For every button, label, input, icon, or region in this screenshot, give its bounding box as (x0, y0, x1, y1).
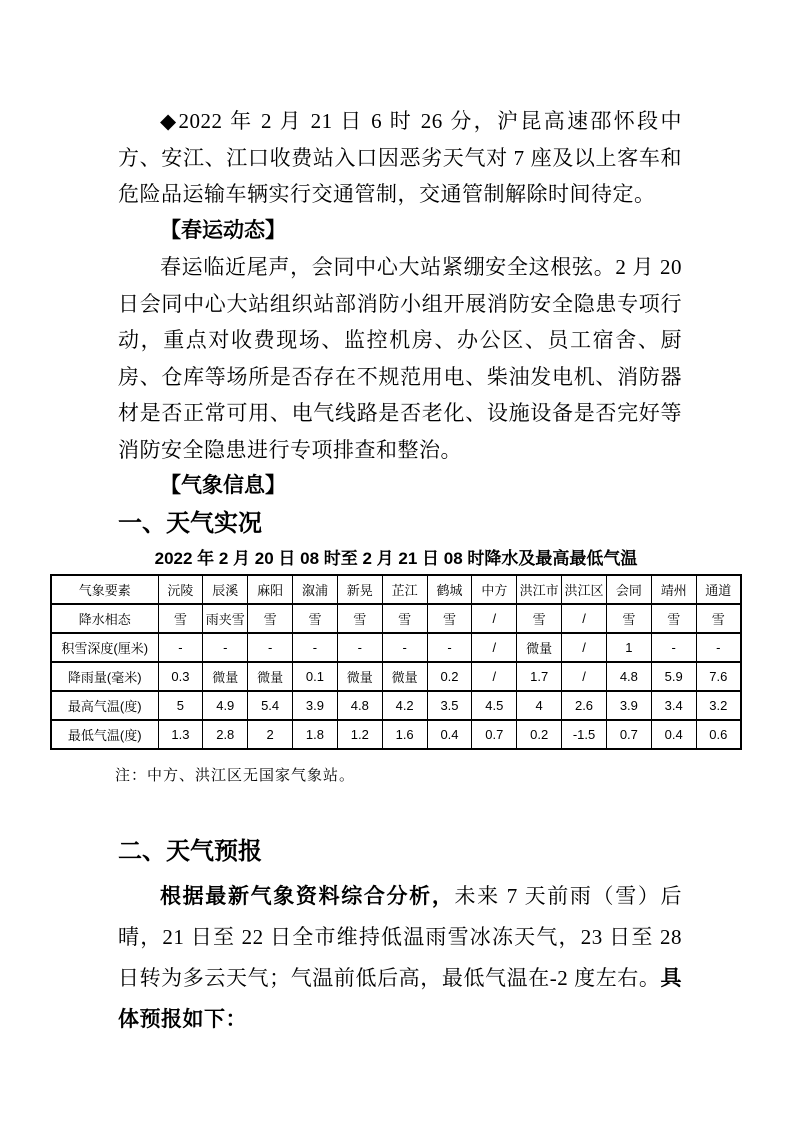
table-cell: 雪 (337, 604, 382, 633)
table-cell: 1 (606, 633, 651, 662)
table-cell: 3.9 (606, 691, 651, 720)
table-row (51, 662, 741, 691)
table-cell: 5.9 (651, 662, 696, 691)
table-cell: 雪 (158, 604, 203, 633)
table-row-label: 降水相态 (51, 604, 158, 633)
table-row-label: 最高气温(度) (51, 691, 158, 720)
table-header-station: 洪江区 (562, 575, 607, 604)
table-cell: 1.8 (293, 720, 338, 749)
table-cell: 4.2 (382, 691, 427, 720)
table-cell: 微量 (203, 662, 248, 691)
table-cell: 2 (248, 720, 293, 749)
table-cell: 2.8 (203, 720, 248, 749)
weather-table-section (50, 547, 742, 750)
table-cell: 微量 (517, 633, 562, 662)
paragraph-forecast (118, 876, 682, 1040)
table-cell: 3.5 (427, 691, 472, 720)
table-cell: - (382, 633, 427, 662)
heading-weather-actual: 一、天气实况 (118, 509, 262, 537)
table-header-station: 麻阳 (248, 575, 293, 604)
table-row (51, 720, 741, 749)
table-cell: 0.7 (606, 720, 651, 749)
table-header-station: 溆浦 (293, 575, 338, 604)
table-cell: - (337, 633, 382, 662)
weather-table-title: 2022 年 2 月 20 日 08 时至 2 月 21 日 08 时降水及最高最低气温 (154, 548, 638, 568)
table-cell: - (203, 633, 248, 662)
table-header-station: 通道 (696, 575, 741, 604)
table-cell: / (562, 633, 607, 662)
table-row (51, 633, 741, 662)
table-cell: 微量 (248, 662, 293, 691)
table-cell: / (472, 604, 517, 633)
table-header-station: 洪江市 (517, 575, 562, 604)
table-header-station: 沅陵 (158, 575, 203, 604)
forecast-body-text: 未来 7 天前雨（雪）后晴，21 日至 22 日全市维持低温雨雪冰冻天气，23 日至 28 日转为多云天气；气温前低后高，最低气温在-2 度左右。 (118, 883, 683, 990)
table-header-factor: 气象要素 (51, 575, 158, 604)
table-cell: 雪 (248, 604, 293, 633)
table-cell: - (158, 633, 203, 662)
table-cell: 0.1 (293, 662, 338, 691)
table-cell: - (248, 633, 293, 662)
table-cell: 0.2 (517, 720, 562, 749)
table-cell: - (293, 633, 338, 662)
table-cell: 雪 (651, 604, 696, 633)
table-header-station: 会同 (606, 575, 651, 604)
table-cell: 雪 (427, 604, 472, 633)
table-cell: 雪 (696, 604, 741, 633)
table-cell: / (562, 604, 607, 633)
table-header-row (51, 575, 741, 604)
table-cell: 3.9 (293, 691, 338, 720)
table-cell: / (472, 662, 517, 691)
table-cell: 4 (517, 691, 562, 720)
table-cell: - (427, 633, 472, 662)
table-cell: -1.5 (562, 720, 607, 749)
table-header-station: 中方 (472, 575, 517, 604)
table-cell: 1.6 (382, 720, 427, 749)
table-cell: 0.4 (651, 720, 696, 749)
table-cell: 4.5 (472, 691, 517, 720)
table-cell: - (651, 633, 696, 662)
table-cell: 5.4 (248, 691, 293, 720)
table-cell: 微量 (337, 662, 382, 691)
section-heading-weather-info: 【气象信息】 (160, 474, 286, 497)
table-header-station: 新晃 (337, 575, 382, 604)
table-header-station: 辰溪 (203, 575, 248, 604)
table-cell: 微量 (382, 662, 427, 691)
table-cell: 1.2 (337, 720, 382, 749)
paragraph-traffic-control: ◆2022 年 2 月 21 日 6 时 26 分，沪昆高速邵怀段中方、安江、江口收费站入口因恶劣天气对 7 座及以上客车和危险品运输车辆实行交通管制，交通管制解除时间待定。 (118, 109, 682, 206)
table-cell: 雨夹雪 (203, 604, 248, 633)
table-cell: 0.2 (427, 662, 472, 691)
table-cell: 3.2 (696, 691, 741, 720)
table-cell: 4.9 (203, 691, 248, 720)
heading-weather-forecast: 二、天气预报 (118, 837, 262, 865)
weather-table (50, 574, 742, 750)
table-cell: - (696, 633, 741, 662)
table-row (51, 691, 741, 720)
table-row-label: 最低气温(度) (51, 720, 158, 749)
table-cell: 雪 (606, 604, 651, 633)
table-cell: / (562, 662, 607, 691)
table-row (51, 604, 741, 633)
table-cell: / (472, 633, 517, 662)
table-cell: 雪 (517, 604, 562, 633)
table-cell: 3.4 (651, 691, 696, 720)
table-header-station: 靖州 (651, 575, 696, 604)
forecast-lead-bold: 根据最新气象资料综合分析， (160, 884, 455, 908)
forecast-tail-bold: 具体预报如下： (118, 966, 682, 1031)
paragraph-chunyun-inspection: 春运临近尾声，会同中心大站紧绷安全这根弦。2 月 20 日会同中心大站组织站部消防小组开展消防安全隐患专项行动，重点对收费现场、监控机房、办公区、员工宿舍、厨房、仓库等场所是否存在不规范用电、柴油发电机、消防器材是否正常可用、电气线路是否老化、设施设备是否完好等消防安全隐患进行专项排查和整治。 (118, 255, 682, 462)
table-cell: 5 (158, 691, 203, 720)
table-note: 注：中方、洪江区无国家气象站。 (115, 767, 356, 784)
table-cell: 1.7 (517, 662, 562, 691)
table-cell: 7.6 (696, 662, 741, 691)
table-header-station: 鹤城 (427, 575, 472, 604)
table-cell: 1.3 (158, 720, 203, 749)
table-row-label: 降雨量(毫米) (51, 662, 158, 691)
table-cell: 雪 (382, 604, 427, 633)
table-cell: 0.3 (158, 662, 203, 691)
table-cell: 0.4 (427, 720, 472, 749)
section-heading-chunyun: 【春运动态】 (160, 218, 286, 242)
table-row-label: 积雪深度(厘米) (51, 633, 158, 662)
table-cell: 4.8 (337, 691, 382, 720)
table-cell: 雪 (293, 604, 338, 633)
table-cell: 0.7 (472, 720, 517, 749)
table-cell: 2.6 (562, 691, 607, 720)
table-cell: 4.8 (606, 662, 651, 691)
table-header-station: 芷江 (382, 575, 427, 604)
table-cell: 0.6 (696, 720, 741, 749)
